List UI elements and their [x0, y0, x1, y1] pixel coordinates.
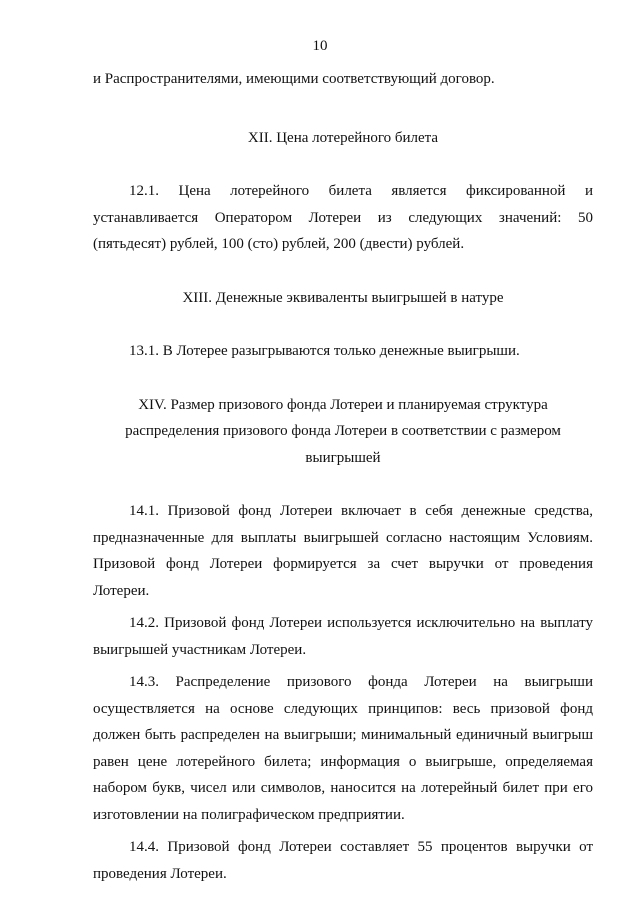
- paragraph-line: набором букв, чисел или символов, наносится на лотерейный билет при его: [93, 780, 593, 796]
- paragraph-line: предназначенные для выплаты выигрышей согласно настоящим Условиям.: [93, 529, 593, 546]
- section-14-heading-line: распределения призового фонда Лотереи в соответствии с размером: [125, 423, 561, 439]
- paragraph-line: 14.1. Призовой фонд Лотереи включает в себя денежные средства,: [129, 503, 593, 519]
- page-number: 10: [312, 38, 328, 54]
- paragraph-12-1: [93, 178, 593, 258]
- paragraph-line: должен быть распределен на выигрыши; минимальный единичный выигрыш: [93, 727, 593, 743]
- paragraph-14-2: [93, 610, 593, 663]
- paragraph-line: (пятьдесят) рублей, 100 (сто) рублей, 200 (двести) рублей.: [93, 236, 465, 252]
- paragraph-line: выигрышей участникам Лотереи.: [93, 641, 307, 658]
- paragraph-14-4: [93, 834, 593, 887]
- paragraph-line: равен цене лотерейного билета; информация о выигрыше, определяемая: [93, 753, 593, 770]
- paragraph-line: осуществляется на основе следующих принципов: весь призовой фонд: [93, 700, 593, 717]
- paragraph-13-1: 13.1. В Лотерее разыгрываются только денежные выигрыши.: [129, 343, 520, 359]
- paragraph-line: изготовлении на полиграфическом предприятии.: [93, 806, 405, 823]
- paragraph-14-3: [93, 669, 593, 828]
- paragraph-line: проведения Лотереи.: [93, 865, 227, 882]
- section-14-heading-line: XIV. Размер призового фонда Лотереи и планируемая структура: [138, 396, 548, 413]
- section-12-heading: XII. Цена лотерейного билета: [247, 129, 439, 146]
- paragraph-line: Лотереи.: [93, 582, 150, 599]
- paragraph-line: Призовой фонд Лотереи формируется за счет выручки от проведения: [93, 556, 593, 572]
- section-13-heading: XIII. Денежные эквиваленты выигрышей в натуре: [182, 289, 504, 306]
- paragraph-line: 14.2. Призовой фонд Лотереи используется исключительно на выплату: [129, 615, 593, 631]
- section-14-heading: [93, 392, 593, 472]
- paragraph-line: 12.1. Цена лотерейного билета является фиксированной и: [129, 183, 593, 199]
- page-content: [93, 66, 593, 887]
- paragraph-line: устанавливается Оператором Лотереи из следующих значений: 50: [93, 209, 593, 226]
- paragraph-line: 14.3. Распределение призового фонда Лотереи на выигрыши: [129, 674, 593, 690]
- paragraph-line: 14.4. Призовой фонд Лотереи составляет 55 процентов выручки от: [129, 839, 593, 855]
- paragraph-14-1: [93, 498, 593, 604]
- section-14-heading-line: выигрышей: [305, 449, 381, 466]
- intro-line: и Распространителями, имеющими соответствующий договор.: [93, 71, 495, 87]
